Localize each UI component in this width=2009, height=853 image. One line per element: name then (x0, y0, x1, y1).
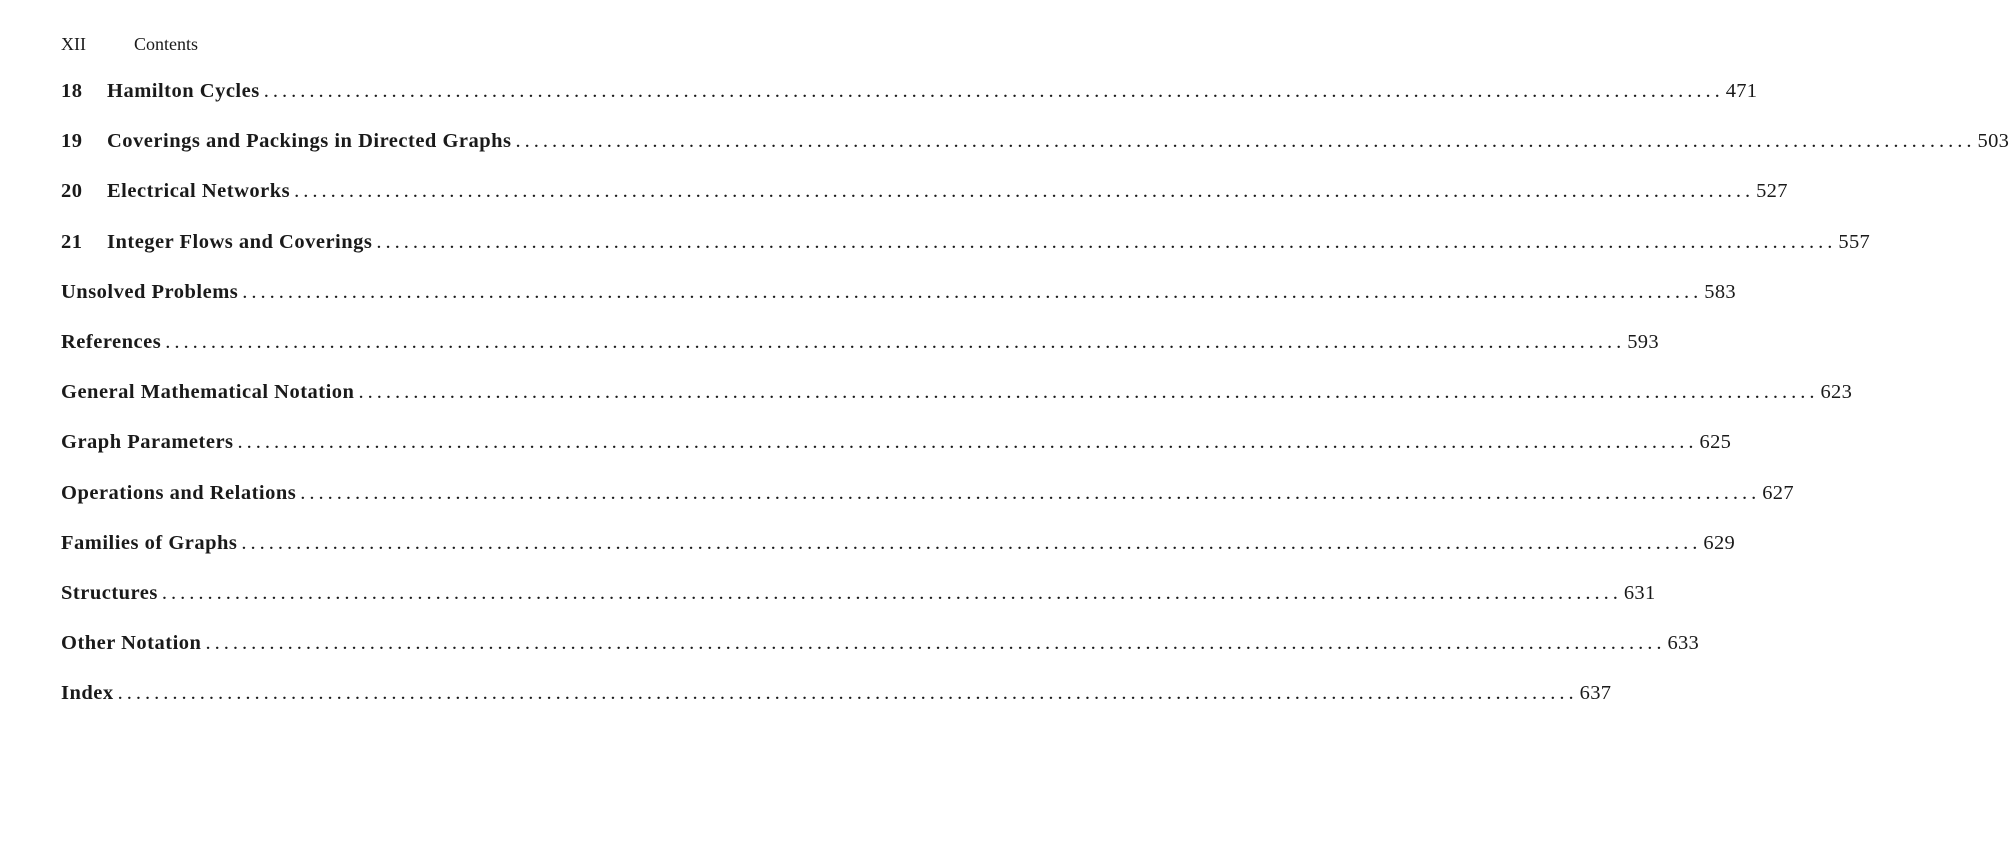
page-number: 637 (1579, 682, 1612, 705)
entry-title: Index (61, 682, 114, 705)
entry-title: Unsolved Problems (61, 280, 239, 303)
page-number: 625 (1699, 431, 1732, 454)
chapter-number: 20 (61, 180, 83, 203)
dot-leader: ................................................................................................................................................................ (161, 581, 1622, 604)
entry-title: Electrical Networks (107, 180, 291, 203)
page-number: 633 (1667, 632, 1700, 655)
entry-title: References (61, 330, 162, 353)
page-number: 557 (1838, 230, 1871, 253)
chapter-number: 21 (61, 230, 83, 253)
toc-entry[interactable] (61, 280, 1736, 331)
entry-title: General Mathematical Notation (61, 381, 355, 404)
entry-title: Hamilton Cycles (107, 80, 260, 102)
entry-title: Integer Flows and Coverings (107, 230, 373, 253)
entry-title: Graph Parameters (61, 431, 234, 454)
chapter-number: 18 (61, 80, 83, 102)
dot-leader: ................................................................................................................................................................ (241, 531, 1702, 554)
dot-leader: ................................................................................................................................................................ (165, 330, 1626, 353)
toc-entry[interactable] (61, 431, 1732, 481)
toc-entry[interactable] (61, 330, 1659, 381)
toc-entry[interactable] (61, 230, 1871, 281)
page-number: 631 (1623, 581, 1656, 604)
entry-title: Operations and Relations (61, 481, 297, 504)
entry-title: Structures (61, 581, 158, 604)
dot-leader: ................................................................................................................................................................ (263, 80, 1724, 102)
page-folio: XII (61, 34, 86, 54)
page-number: 527 (1756, 180, 1788, 203)
page-number: 583 (1704, 280, 1736, 303)
toc-entry[interactable] (61, 381, 1853, 431)
running-head (61, 34, 198, 55)
toc-entry[interactable] (61, 682, 1612, 732)
page-number: 623 (1820, 381, 1853, 404)
toc-entry[interactable] (61, 80, 1758, 130)
dot-leader: ................................................................................................................................................................ (294, 180, 1755, 203)
chapter-number: 19 (61, 130, 83, 153)
toc-entry[interactable] (61, 180, 1788, 230)
entry-title: Other Notation (61, 632, 202, 655)
toc-entry[interactable] (61, 130, 2009, 180)
toc-entry[interactable] (61, 531, 1736, 582)
dot-leader: ................................................................................................................................................................ (300, 481, 1761, 504)
running-title: Contents (134, 34, 199, 54)
dot-leader: ................................................................................................................................................................ (376, 230, 1837, 253)
entry-title: Coverings and Packings in Directed Graphs (107, 130, 512, 153)
dot-leader: ................................................................................................................................................................ (117, 682, 1578, 705)
page-number: 629 (1703, 531, 1736, 554)
page-number: 503 (1977, 130, 2009, 153)
dot-leader: ................................................................................................................................................................ (205, 632, 1666, 655)
toc-entry[interactable] (61, 481, 1794, 532)
entry-title: Families of Graphs (61, 531, 238, 554)
page-number: 471 (1725, 80, 1758, 102)
toc-entry[interactable] (61, 581, 1656, 632)
page-number: 627 (1762, 481, 1794, 504)
dot-leader: ................................................................................................................................................................ (515, 130, 1976, 153)
page-number: 593 (1627, 330, 1659, 353)
toc-entry[interactable] (61, 632, 1700, 682)
dot-leader: ................................................................................................................................................................ (237, 431, 1698, 454)
dot-leader: ................................................................................................................................................................ (358, 381, 1819, 404)
table-of-contents (61, 80, 2009, 732)
dot-leader: ................................................................................................................................................................ (242, 280, 1703, 303)
